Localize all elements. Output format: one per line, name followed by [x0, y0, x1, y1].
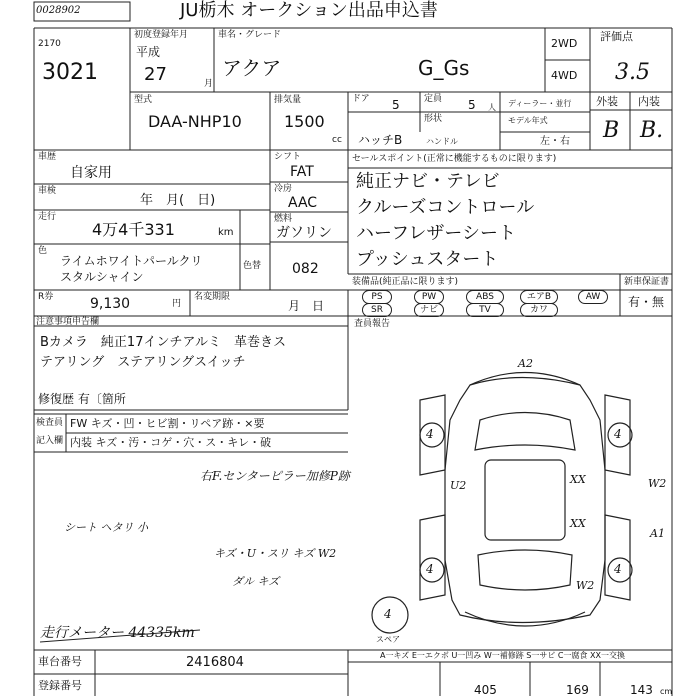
width: 169 [566, 683, 589, 697]
model-year-label: モデル年式 [508, 116, 548, 125]
damage-xx1: XX [570, 473, 586, 486]
mileage: 4万4千331 [92, 220, 175, 239]
handle-options: 左・右 [540, 136, 570, 147]
damage-legend: A一キズ E一エクボ U一凹み W一補修跡 S一サビ C一腐食 XX一交換 [380, 651, 626, 660]
equip-sr: SR [362, 303, 392, 317]
warranty-label: 新車保証書 [624, 277, 670, 287]
doc-label: 名変期限 [194, 292, 231, 302]
capacity-unit: 人 [488, 103, 496, 112]
car-diagram [372, 373, 632, 634]
shift-label: シフト [274, 152, 302, 162]
damage-w2b: W2 [576, 579, 595, 592]
car-name-label: 車名・グレード [218, 30, 282, 40]
color-code-label: 色替 [243, 261, 262, 271]
doors: 5 [392, 98, 400, 112]
equip-abs: ABS [466, 290, 504, 304]
tire-fr: 4 [614, 427, 622, 441]
tire-spare-value: 4 [384, 607, 392, 621]
drive-2wd: 2WD [551, 37, 578, 50]
tire-fl: 4 [426, 427, 434, 441]
handwritten-note-4: ダル キズ [232, 575, 280, 588]
selling-point-1: 純正ナビ・テレビ [356, 171, 500, 192]
damage-xx2: XX [570, 517, 586, 530]
color-line2: スタルシャイン [60, 270, 144, 284]
form-title: JU栃木 オークション出品申込書 [180, 0, 438, 21]
handwritten-note-3: キズ・U・スリ キズ W2 [214, 547, 337, 560]
doc-value: 月 日 [288, 299, 325, 313]
model: DAA-NHP10 [148, 112, 242, 131]
drive-4wd: 4WD [551, 69, 578, 82]
selling-points-label: セールスポイント(正常に機能するものに限ります) [352, 154, 557, 164]
selling-point-4: プッシュスタート [356, 249, 499, 270]
body-label: 形状 [424, 114, 443, 124]
doors-label: ドア [352, 94, 370, 104]
height: 143 [630, 683, 653, 697]
reg-number-label: 登録番号 [38, 679, 82, 692]
equip-aw: AW [578, 290, 608, 304]
inspector-row2: 内装 キズ・汚・コゲ・穴・ス・キレ・破 [70, 436, 272, 449]
length: 405 [474, 683, 497, 697]
chassis-number: 2416804 [186, 655, 244, 670]
color-code: 082 [292, 261, 319, 277]
inspector-comment-label: 査員報告 [354, 319, 391, 329]
equip-ps: PS [362, 290, 392, 304]
dims-unit: cm [660, 687, 673, 696]
displacement: 1500 [284, 112, 325, 131]
warranty-value: 有・無 [628, 295, 665, 309]
recycle-fee: 9,130 [90, 296, 131, 312]
equipment-label: 装備品(純正品に限ります) [352, 277, 459, 287]
tire-rl: 4 [426, 562, 434, 576]
grade: G_Gs [418, 56, 470, 80]
recycle-label: R券 [38, 292, 54, 302]
code: 2170 [38, 39, 61, 49]
damage-a2: A2 [518, 357, 533, 370]
mileage-unit: km [218, 227, 234, 238]
body-type: ハッチB [358, 133, 403, 147]
usage-label: 車歴 [38, 152, 57, 162]
equip-leather: カワ [520, 303, 558, 317]
fuel: ガソリン [276, 225, 332, 241]
inspection-value: 年 月( 日) [140, 193, 216, 208]
sheet-number: 0028902 [36, 5, 81, 16]
first-reg-label: 初度登録年月 [134, 30, 189, 40]
notes-line2: テアリング ステアリングスイッチ [40, 355, 246, 370]
model-label: 型式 [134, 95, 153, 105]
usage: 自家用 [70, 165, 112, 181]
selling-point-3: ハーフレザーシート [356, 223, 517, 244]
ac: AAC [288, 195, 318, 211]
car-name: アクア [222, 56, 282, 80]
notes-line1: Bカメラ 純正17インチアルミ 革巻きス [40, 335, 286, 350]
notes-label: 注意事項申告欄 [36, 317, 100, 327]
inspector-row2-label: 記入欄 [36, 436, 64, 446]
capacity-label: 定員 [424, 94, 443, 104]
handwritten-note-2: シート ヘタリ 小 [64, 521, 148, 534]
handle-label: ハンドル [426, 137, 458, 146]
exterior-label: 外装 [596, 95, 618, 108]
damage-a1: A1 [650, 527, 665, 540]
equip-tv: TV [466, 303, 504, 317]
color-line1: ライムホワイトパールクリ [60, 254, 203, 268]
inspection-label: 車検 [38, 186, 57, 196]
shift: FAT [290, 164, 314, 180]
ac-label: 冷房 [274, 184, 293, 194]
exterior-grade: B [603, 118, 620, 143]
inspector-label: 検査員 [36, 418, 64, 428]
reg-year: 27 [144, 64, 167, 85]
interior-label: 内装 [638, 95, 660, 108]
selling-point-2: クルーズコントロール [356, 197, 535, 218]
recycle-unit: 円 [172, 299, 182, 309]
handwritten-note-1: 右F.センターピラー加修P跡 [200, 469, 350, 483]
month-unit: 月 [204, 79, 214, 89]
repair-history: 修復歴 有〔箇所 [38, 392, 126, 406]
mileage-label: 走行 [38, 212, 57, 222]
dealer-label: ディーラー・並行 [508, 99, 572, 108]
equip-pw: PW [414, 290, 444, 304]
damage-u2: U2 [450, 479, 467, 492]
color-label: 色 [38, 246, 48, 256]
tire-rr: 4 [614, 562, 622, 576]
spare-label: スペア [376, 635, 400, 644]
score-label: 評価点 [600, 30, 633, 43]
equip-airbag: エアB [520, 290, 558, 304]
displacement-label: 排気量 [274, 95, 302, 105]
inspector-row1: FW キズ・凹・ヒビ割・リペア跡・×要 [70, 417, 265, 430]
fuel-label: 燃料 [274, 214, 293, 224]
damage-w2: W2 [648, 477, 667, 490]
displacement-unit: cc [332, 135, 342, 145]
era-label: 平成 [136, 45, 161, 59]
chassis-label: 車台番号 [38, 655, 82, 668]
capacity: 5 [468, 98, 476, 112]
score: 3.5 [615, 60, 650, 85]
interior-grade: B. [640, 118, 664, 143]
handwritten-mileage: 走行メーター 44335km [40, 625, 195, 641]
lot-number: 3021 [42, 60, 98, 85]
equip-navi: ナビ [414, 303, 444, 317]
